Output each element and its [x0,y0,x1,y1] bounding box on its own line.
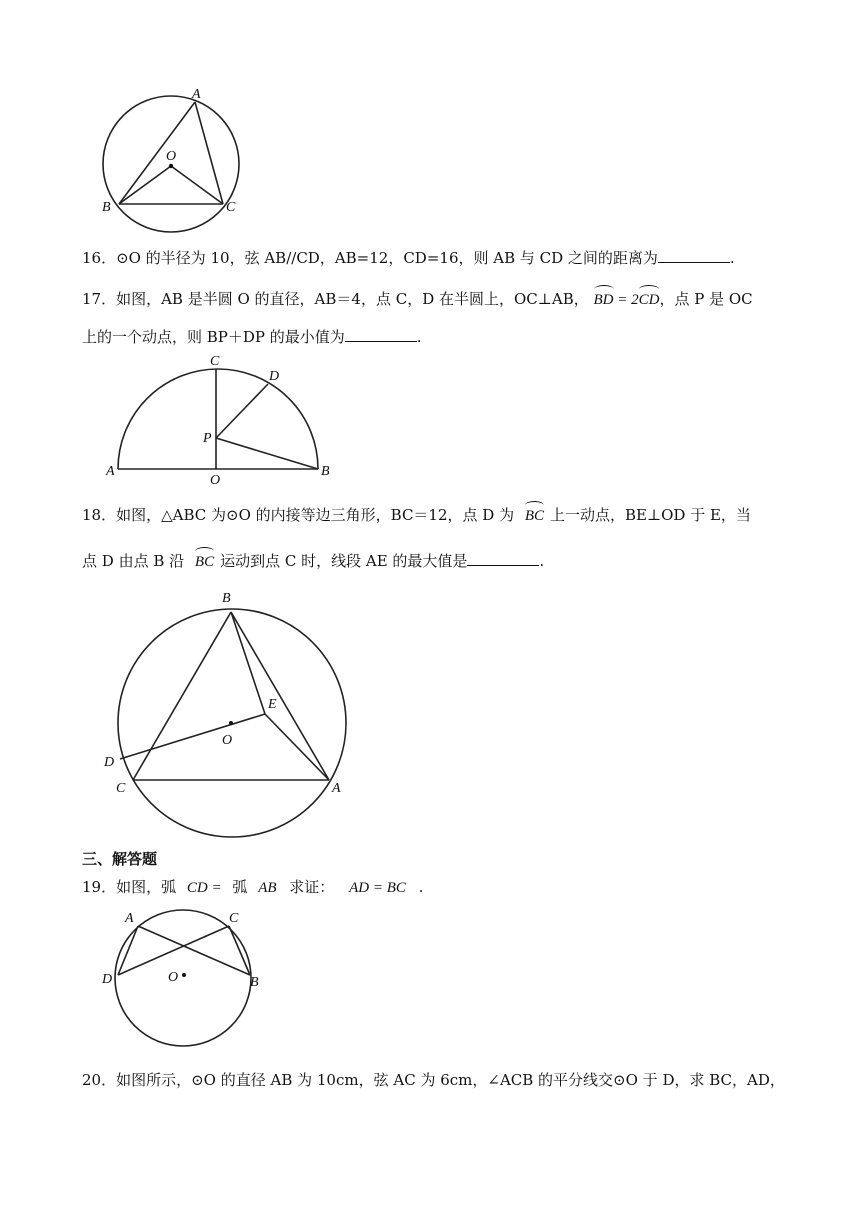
segment-ob [119,166,171,204]
arc-bc: BC [195,548,214,572]
equals-two: = 2 [613,292,639,308]
problem-text: 求证： [289,878,335,896]
problem-20 [82,1070,785,1090]
segment-de [120,714,265,759]
label-a: A [106,464,115,479]
label-a: A [192,87,201,102]
period: . [418,878,424,896]
segment-pb [216,438,318,469]
math-cd: CD = [186,880,222,896]
segment-ba [231,612,329,780]
segment-oc [171,166,223,204]
problem-text: 点 D 由点 B 沿 [82,552,185,570]
segment-ab [138,926,250,975]
answer-blank[interactable] [345,327,417,342]
arc-cd: CD [639,286,660,310]
figure-circle-chords [98,902,273,1052]
center-point-o [169,164,173,168]
figure-inscribed-equilateral-triangle [100,586,360,836]
answer-blank[interactable] [467,551,539,566]
problem-text-cont: ，点 P 是 OC [659,290,753,308]
label-p: P [203,431,212,446]
label-b: B [250,975,259,990]
label-o: O [166,149,177,164]
label-c: C [229,911,239,926]
label-b: B [321,464,330,479]
label-c: C [210,354,220,369]
section-heading: 三、解答题 [82,850,158,868]
period: . [729,249,735,267]
problem-text-cont: 运动到点 C 时，线段 AE 的最大值是 [220,552,468,570]
problem-number: 17． [82,290,117,308]
label-b: B [222,591,231,606]
problem-text-cont: 上一动点，BE⊥OD 于 E，当 [550,506,751,524]
problem-19 [82,877,423,898]
problem-text: 如图，△ABC 为⊙O 的内接等边三角形，BC＝12，点 D 为 [116,506,515,524]
label-a: A [125,911,134,926]
center-point-o [229,721,233,725]
label-a: A [332,781,341,796]
problem-text: 如图所示，⊙O 的直径 AB 为 10cm，弦 AC 为 6cm，∠ACB 的平分线交⊙O 于 D，求 BC，AD， [116,1071,785,1089]
label-c: C [116,781,126,796]
period: . [539,552,545,570]
period: . [416,328,422,346]
answer-blank[interactable] [658,248,730,263]
figure-semicircle [100,352,340,487]
problem-16 [82,248,735,268]
problem-text: 如图，AB 是半圆 O 的直径，AB＝4，点 C，D 在半圆上，OC⊥AB， [116,290,589,308]
segment-ab [119,102,195,204]
problem-number: 19． [82,878,117,896]
problem-text: ⊙O 的半径为 10，弦 AB//CD，AB=12，CD=16，则 AB 与 CD 之间的距离为 [116,249,658,267]
problem-17 [82,286,753,310]
problem-number: 16． [82,249,117,267]
label-b: B [102,200,111,215]
math-ab: AB [258,880,277,896]
problem-18 [82,502,751,526]
label-o: O [222,733,233,748]
problem-number: 18． [82,506,117,524]
problem-text: 弧 [232,878,248,896]
problem-text: 上的一个动点，则 BP＋DP 的最小值为 [82,328,345,346]
problem-18-line-2 [82,548,544,572]
segment-pd [216,384,268,438]
segment-ac [195,102,223,204]
arc-bd: BD [594,286,614,310]
label-o: O [168,970,179,985]
figure-circle-triangle-abc [96,84,256,224]
semicircle-arc [118,369,318,469]
arc-bc: BC [525,502,544,526]
problem-number: 20． [82,1071,117,1089]
segment-bc [133,612,231,780]
math-ad-bc: AD = BC [349,880,406,896]
label-d: D [269,369,280,384]
label-c: C [226,200,236,215]
label-e: E [268,697,277,712]
center-point-o [182,973,186,977]
label-d: D [104,755,115,770]
problem-text: 如图，弧 [116,878,177,896]
problem-17-line-2 [82,327,422,347]
label-d: D [102,972,113,987]
label-o: O [210,473,221,488]
